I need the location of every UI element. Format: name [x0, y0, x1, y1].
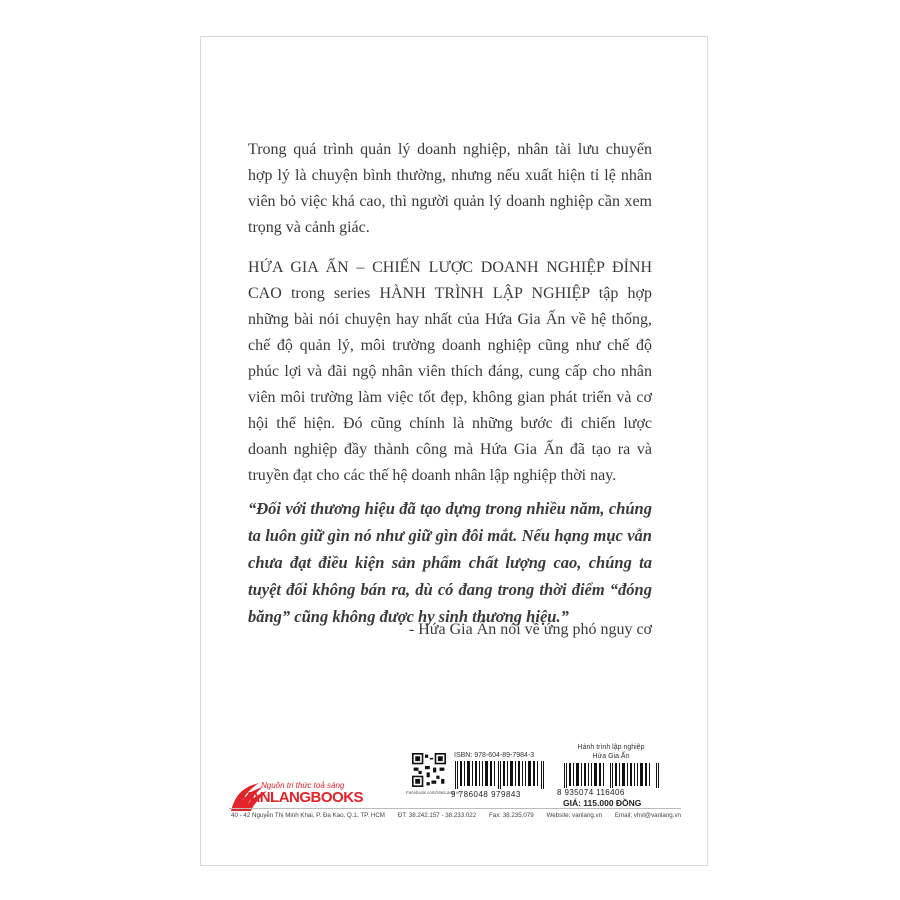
- pull-quote: “Đối với thương hiệu đã tạo dựng trong nhiều năm, chúng ta luôn giữ gìn nó như giữ gìn đôi mắt. Nếu hạng mục vẫn chưa đạt điều kiện sản phẩm chất lượng cao, chúng ta tuyệt đối không bán ra, dù có đang trong thời điểm “đóng băng” cũng không được hy sinh thương hiệu.”: [248, 499, 652, 626]
- isbn-barcode-icon: [454, 761, 546, 789]
- footer-divider: [229, 808, 681, 809]
- back-cover: [200, 36, 708, 866]
- isbn-label: ISBN: 978-604-89-7984-3: [454, 752, 535, 759]
- blurb-paragraph-2: HỨA GIA ẤN – CHIẾN LƯỢC DOANH NGHIỆP ĐỈNH CAO trong series HÀNH TRÌNH LẬP NGHIỆP tập hợp những bài nói chuyện hay nhất của Hứa Gia Ấn về hệ thống, chế độ quản lý, môi trường doanh nghiệp cũng như chế độ phúc lợi và đãi ngộ nhân viên thích đáng, cung cấp cho nhân viên môi trường làm việc tốt đẹp, không gian phát triển và cơ hội thể hiện. Đó cũng chính là những bước đi chiến lược doanh nghiệp đầy thành công mà Hứa Gia Ấn đã tạo ra và truyền đạt cho các thế hệ doanh nhân lập nghiệp thời nay.: [248, 259, 652, 484]
- barcode-book-title-line1: Hành trình lập nghiệp: [577, 744, 645, 751]
- price-barcode-icon: [563, 763, 661, 788]
- publisher-address: 40 - 42 Nguyễn Thị Minh Khai, P. Đa Kao, Q.1, TP. HCM: [231, 812, 385, 819]
- publisher-fax: Fax: 38.235.079: [488, 812, 534, 819]
- barcode-book-title: [556, 743, 666, 761]
- publisher-contact: [231, 812, 681, 819]
- price-barcode-digits: 8 935074 116406: [557, 788, 625, 797]
- publisher-tagline: Nguồn tri thức toả sáng: [261, 781, 345, 790]
- publisher-website: Website: vanlang.vn: [546, 812, 603, 819]
- isbn-digits: 9 786048 979843: [451, 790, 521, 799]
- barcode-book-title-line2: Hứa Gia Ấn: [592, 753, 630, 760]
- blurb-paragraph-1: Trong quá trình quản lý doanh nghiệp, nhân tài lưu chuyển hợp lý là chuyện bình thường, nhưng nếu xuất hiện tỉ lệ nhân viên bỏ việc khá cao, thì người quản lý doanh nghiệp cần xem trọng và cảnh giác.: [248, 141, 652, 236]
- price-label: GIÁ: 115.000 ĐỒNG: [563, 798, 642, 808]
- blurb: [248, 137, 652, 503]
- publisher-brand: VANLANGBOOKS: [241, 789, 364, 806]
- publisher-phone: ĐT: 38.242.157 - 38.233.022: [397, 812, 477, 819]
- quote-attribution: - Hứa Gia Ấn nói về ứng phó nguy cơ: [408, 621, 652, 638]
- qr-caption: Facebook.com/VanLang.vn: [406, 790, 461, 795]
- publisher-email: Email: vhvl@vanlang.vn: [614, 812, 681, 819]
- qr-code-icon: [412, 753, 446, 787]
